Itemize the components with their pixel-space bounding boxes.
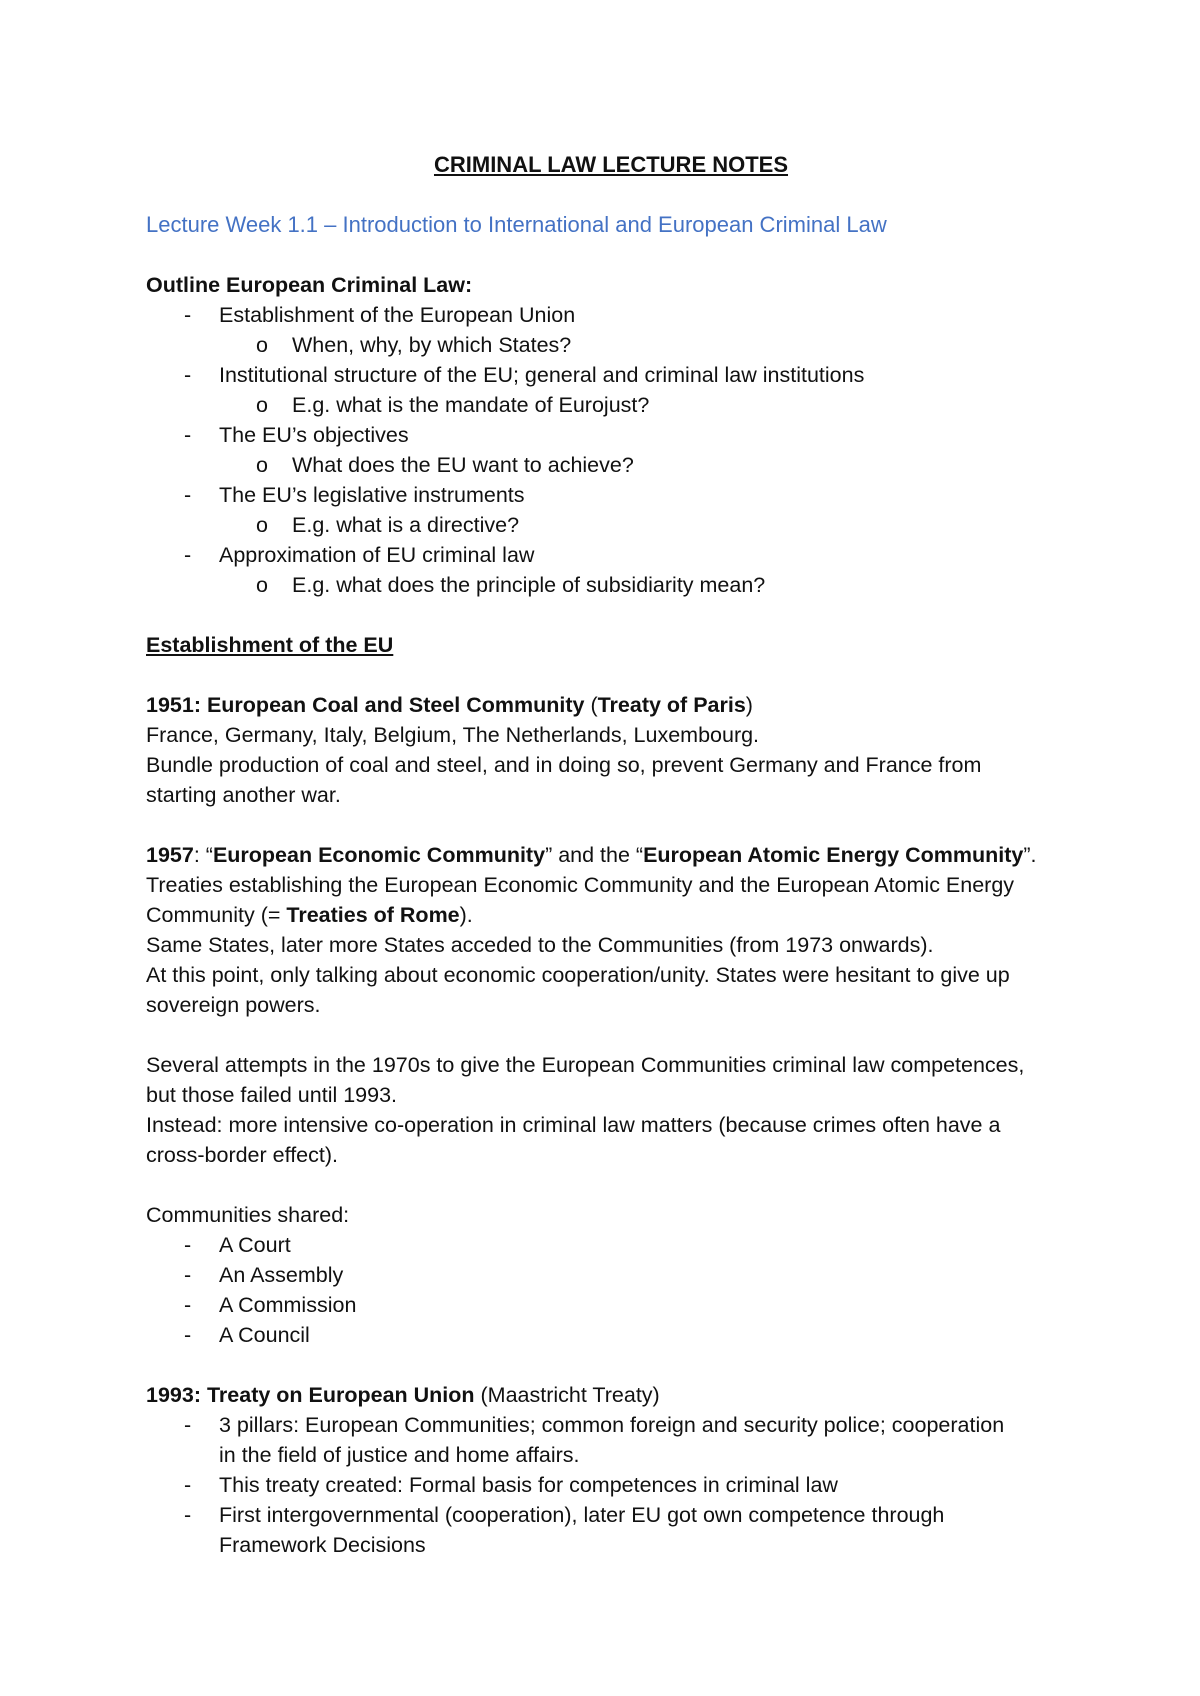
paragraph-line: Several attempts in the 1970s to give the European Communities criminal law competences, <box>146 1053 1025 1077</box>
paragraph-line <box>146 900 1076 930</box>
dash-bullet: - <box>184 363 192 387</box>
list-item-text: First intergovernmental (cooperation), later EU got own competence through <box>219 1503 945 1527</box>
outline-subitem <box>146 450 1076 480</box>
dash-bullet: - <box>184 1473 192 1497</box>
dash-bullet: - <box>184 483 192 507</box>
heading-text: ( <box>584 693 598 717</box>
outline-item-text: Approximation of EU criminal law <box>219 543 535 567</box>
list-item-continuation: in the field of justice and home affairs. <box>219 1443 580 1467</box>
o-bullet: o <box>256 513 268 537</box>
outline-list <box>146 300 1076 600</box>
outline-subitem <box>146 510 1076 540</box>
heading-text: ) <box>745 693 753 717</box>
dash-bullet: - <box>184 1323 192 1347</box>
dash-bullet: - <box>184 1413 192 1437</box>
list-item-text: A Council <box>219 1323 310 1347</box>
outline-item-text: Institutional structure of the EU; general and criminal law institutions <box>219 363 865 387</box>
outline-item-text: The EU’s legislative instruments <box>219 483 525 507</box>
dash-bullet: - <box>184 1503 192 1527</box>
o-bullet: o <box>256 453 268 477</box>
dash-bullet: - <box>184 1233 192 1257</box>
list-item <box>146 1260 1076 1290</box>
heading-text: ” and the “ <box>545 843 644 867</box>
lecture-heading: Lecture Week 1.1 – Introduction to International and European Criminal Law <box>146 212 887 237</box>
list-item-text: A Commission <box>219 1293 357 1317</box>
outline-subitem-text: What does the EU want to achieve? <box>292 453 634 477</box>
document-title: CRIMINAL LAW LECTURE NOTES <box>433 152 789 177</box>
heading-bold: 1993: Treaty on European Union <box>146 1383 475 1407</box>
paragraph-line: Treaties establishing the European Economic Community and the European Atomic Energy <box>146 873 1015 897</box>
paragraph-line: but those failed until 1993. <box>146 1083 398 1107</box>
outline-subitem-text: E.g. what is a directive? <box>292 513 520 537</box>
outline-item <box>146 420 1076 450</box>
communities-shared-heading: Communities shared: <box>146 1203 350 1227</box>
outline-item-text: The EU’s objectives <box>219 423 409 447</box>
list-item-text: 3 pillars: European Communities; common foreign and security police; cooperation <box>219 1413 1005 1437</box>
paragraph-line: starting another war. <box>146 783 341 807</box>
dash-bullet: - <box>184 1263 192 1287</box>
paragraph-line: Same States, later more States acceded to the Communities (from 1973 onwards). <box>146 933 934 957</box>
outline-item <box>146 480 1076 510</box>
dash-bullet: - <box>184 303 192 327</box>
paragraph-line: Bundle production of coal and steel, and in doing so, prevent Germany and France from <box>146 753 982 777</box>
o-bullet: o <box>256 393 268 417</box>
outline-item-text: Establishment of the European Union <box>219 303 576 327</box>
outline-heading: Outline European Criminal Law: <box>146 273 473 297</box>
heading-bold: European Economic Community <box>212 843 546 867</box>
paragraph-text: Community (= <box>146 903 287 927</box>
o-bullet: o <box>256 333 268 357</box>
section-1957-heading <box>146 840 1076 870</box>
heading-bold: European Atomic Energy Community <box>643 843 1024 867</box>
paragraph-line: sovereign powers. <box>146 993 321 1017</box>
establishment-heading: Establishment of the EU <box>146 633 394 657</box>
list-item <box>146 1410 1076 1440</box>
outline-subitem-text: When, why, by which States? <box>292 333 572 357</box>
list-item-text: This treaty created: Formal basis for competences in criminal law <box>219 1473 838 1497</box>
heading-text: (Maastricht Treaty) <box>474 1383 660 1407</box>
list-item <box>146 1290 1076 1320</box>
section-1993-heading <box>146 1380 1076 1410</box>
list-item <box>146 1500 1076 1530</box>
heading-bold: 1951: European Coal and Steel Community <box>146 693 585 717</box>
list-item-continuation: Framework Decisions <box>219 1533 426 1557</box>
heading-bold: 1957 <box>146 843 194 867</box>
list-item <box>146 1470 1076 1500</box>
paragraph-bold: Treaties of Rome <box>286 903 460 927</box>
outline-subitem-text: E.g. what does the principle of subsidiarity mean? <box>292 573 766 597</box>
paragraph-line: cross-border effect). <box>146 1143 338 1167</box>
outline-item <box>146 540 1076 570</box>
dash-bullet: - <box>184 543 192 567</box>
outline-item <box>146 300 1076 330</box>
dash-bullet: - <box>184 423 192 447</box>
list-item-text: A Court <box>219 1233 291 1257</box>
o-bullet: o <box>256 573 268 597</box>
heading-text: : “ <box>193 843 213 867</box>
document-page <box>146 150 1076 1560</box>
list-item-text: An Assembly <box>219 1263 344 1287</box>
list-item <box>146 1320 1076 1350</box>
heading-text: ”. <box>1023 843 1037 867</box>
dash-bullet: - <box>184 1293 192 1317</box>
outline-subitem-text: E.g. what is the mandate of Eurojust? <box>292 393 650 417</box>
outline-subitem <box>146 330 1076 360</box>
paragraph-line: France, Germany, Italy, Belgium, The Netherlands, Luxembourg. <box>146 723 760 747</box>
section-1951-heading <box>146 690 1076 720</box>
list-item <box>146 1230 1076 1260</box>
outline-subitem <box>146 570 1076 600</box>
paragraph-line: At this point, only talking about economic cooperation/unity. States were hesitant to give up <box>146 963 1010 987</box>
paragraph-text: ). <box>459 903 473 927</box>
heading-bold: Treaty of Paris <box>597 693 746 717</box>
outline-subitem <box>146 390 1076 420</box>
paragraph-line: Instead: more intensive co-operation in criminal law matters (because crimes often have a <box>146 1113 1001 1137</box>
outline-item <box>146 360 1076 390</box>
